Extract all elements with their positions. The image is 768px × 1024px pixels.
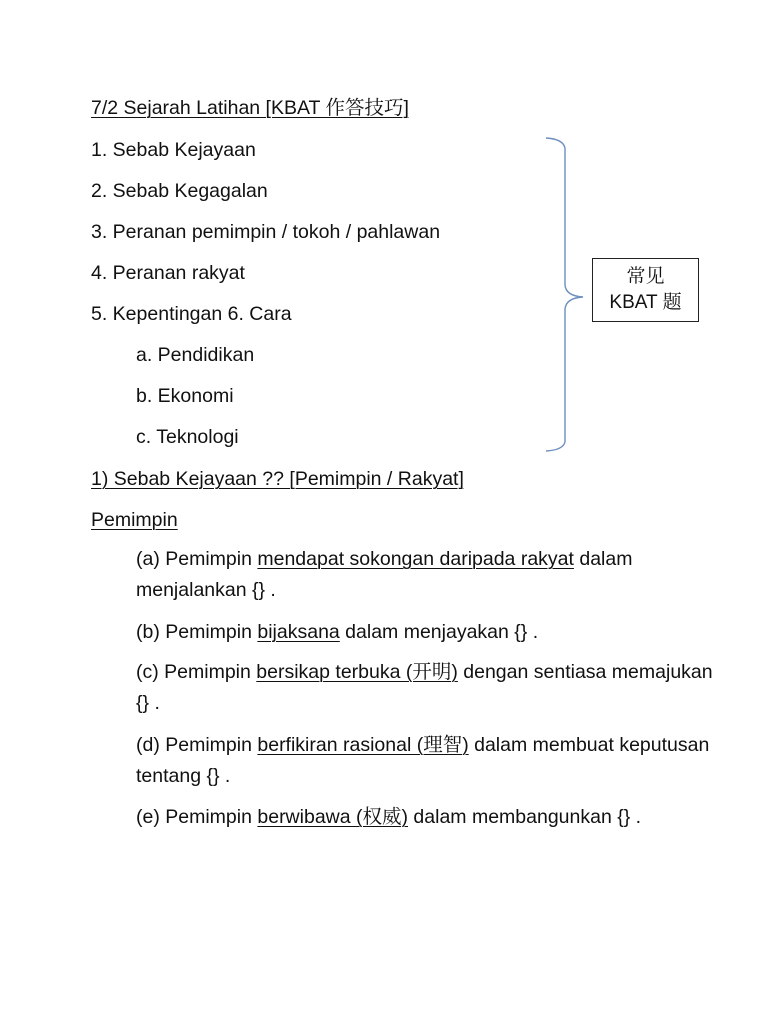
topic-item-2: 2. Sebab Kegagalan (91, 180, 268, 202)
point-a (136, 544, 716, 606)
subtopic-item-a: a. Pendidikan (136, 344, 255, 366)
box-label-line-2: KBAT 题 (609, 292, 682, 313)
point-c-suffix: dengan sentiasa memajukan {} . (136, 661, 713, 714)
page-title: 7/2 Sejarah Latihan [KBAT 作答技巧] (91, 97, 409, 119)
point-e (136, 802, 716, 833)
topic-item-4: 4. Peranan rakyat (91, 262, 245, 284)
topic-item-1: 1. Sebab Kejayaan (91, 139, 256, 161)
point-d-suffix: dalam membuat keputusan tentang {} . (136, 734, 710, 787)
box-label-line-1: 常见 (626, 266, 665, 287)
point-d-keyword: berfikiran rasional (理智) (257, 734, 469, 756)
point-b-suffix: dalam menjayakan {} . (339, 621, 539, 643)
point-b-keyword: bijaksana (257, 621, 340, 643)
point-b-prefix: (b) Pemimpin (136, 621, 258, 643)
point-e-prefix: (e) Pemimpin (136, 806, 258, 828)
point-a-keyword: mendapat sokongan daripada rakyat (257, 548, 574, 570)
point-c (136, 657, 716, 719)
point-d (136, 730, 716, 792)
point-e-suffix: dalam membangunkan {} . (408, 806, 642, 828)
section-title: 1) Sebab Kejayaan ?? [Pemimpin / Rakyat] (91, 468, 464, 490)
point-a-prefix: (a) Pemimpin (136, 548, 258, 570)
subsection-title: Pemimpin (91, 509, 178, 531)
point-c-prefix: (c) Pemimpin (136, 661, 257, 683)
point-a-suffix: dalam menjalankan {} . (136, 548, 633, 601)
topic-item-5: 5. Kepentingan 6. Cara (91, 303, 292, 325)
subtopic-item-c: c. Teknologi (136, 426, 239, 448)
point-c-keyword: bersikap terbuka (开明) (256, 661, 458, 683)
point-b (136, 617, 716, 648)
point-e-keyword: berwibawa (权威) (257, 806, 408, 828)
common-kbat-box (592, 258, 699, 322)
subtopic-item-b: b. Ekonomi (136, 385, 234, 407)
topic-item-3: 3. Peranan pemimpin / tokoh / pahlawan (91, 221, 441, 243)
point-d-prefix: (d) Pemimpin (136, 734, 258, 756)
